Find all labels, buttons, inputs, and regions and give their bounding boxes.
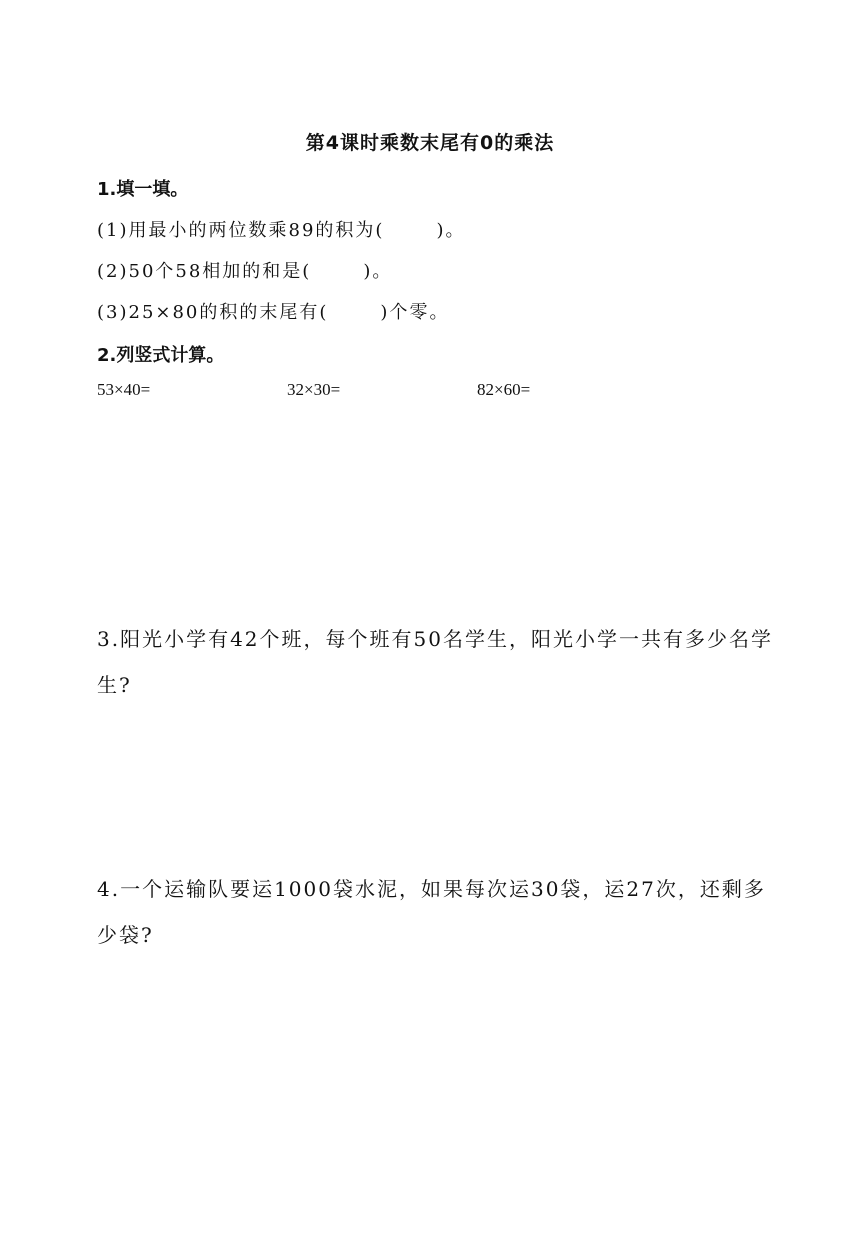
item-1-text: (1)用最小的两位数乘89的积为( [97, 220, 385, 241]
question-1-item-3 [97, 298, 449, 324]
question-2-heading: 2.列竖式计算。 [97, 345, 225, 366]
calc-3: 82×60= [477, 380, 531, 399]
calc-1: 53×40= [97, 380, 151, 399]
item-2-suffix: )。 [363, 261, 393, 282]
item-3-suffix: )个零。 [380, 302, 450, 323]
question-1-item-1 [97, 216, 465, 242]
item-3-text: (3)25×80的积的末尾有( [97, 302, 329, 323]
question-1-heading: 1.填一填。 [97, 179, 189, 200]
item-2-text: (2)50个58相加的和是( [97, 261, 312, 282]
question-1-item-2 [97, 257, 392, 283]
question-3-text: 3.阳光小学有42个班，每个班有50名学生，阳光小学一共有多少名学生? [97, 627, 773, 697]
question-4-text: 4.一个运输队要运1000袋水泥，如果每次运30袋，运27次，还剩多少袋? [97, 877, 766, 947]
calc-2: 32×30= [287, 380, 341, 399]
page-title: 第4课时乘数末尾有0的乘法 [305, 132, 555, 154]
item-1-suffix: )。 [436, 220, 466, 241]
